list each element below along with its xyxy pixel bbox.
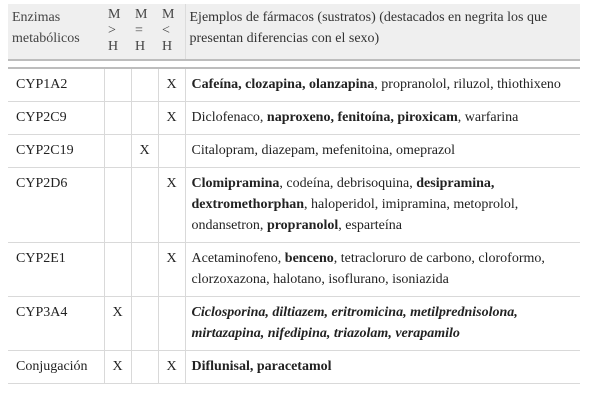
mark-cell-m-eq-h — [131, 68, 158, 102]
mark-cell-m-eq-h — [131, 351, 158, 384]
mark-cell-m-lt-h: X — [158, 168, 185, 243]
drug-name-bold: Diflunisal, paracetamol — [191, 359, 332, 374]
drug-name-bold — [192, 305, 518, 341]
header-m-gt-h-line: M — [108, 7, 121, 22]
header-m-eq-h — [131, 4, 158, 60]
header-m-lt-h-line: < — [162, 23, 170, 38]
header-m-lt-h-line: H — [162, 39, 173, 54]
table-row — [8, 168, 580, 243]
drug-name-bold: desipramina, dextromethorphan — [191, 176, 495, 212]
mark-cell-m-gt-h — [104, 243, 131, 297]
mark-cell-m-lt-h: X — [158, 351, 185, 384]
header-m-lt-h-line: M — [162, 7, 175, 22]
mark-cell-m-eq-h: X — [131, 135, 158, 168]
drug-name-text: , tetracloruro de carbono, cloroformo, clorzoxazona, halotano, isoflurano, isoniazida — [191, 251, 545, 287]
header-m-gt-h-line: H — [108, 39, 119, 54]
enzyme-cell: CYP2D6 — [8, 168, 104, 243]
mark-cell-m-gt-h: X — [104, 351, 131, 384]
drug-name-text: , esparteína — [338, 218, 402, 233]
enzyme-cell: CYP3A4 — [8, 297, 104, 351]
mark-cell-m-gt-h — [104, 168, 131, 243]
mark-cell-m-lt-h: X — [158, 68, 185, 102]
table-row — [8, 68, 580, 102]
mark-cell-m-eq-h — [131, 297, 158, 351]
examples-cell — [185, 168, 580, 243]
mark-cell-m-lt-h: X — [158, 102, 185, 135]
enzyme-cell: CYP2C9 — [8, 102, 104, 135]
drug-name-text: , propranolol, riluzol, thiothixeno — [374, 77, 561, 92]
mark-cell-m-gt-h: X — [104, 297, 131, 351]
table-row — [8, 102, 580, 135]
enzyme-cell: Conjugación — [8, 351, 104, 384]
header-ejemplos: Ejemplos de fármacos (sustratos) (destacados en negrita los que presentan diferencias con el sexo) — [185, 4, 580, 60]
examples-cell — [185, 297, 580, 351]
examples-cell — [185, 243, 580, 297]
drug-name-bold: Cafeína, clozapina, olanzapina — [191, 77, 375, 92]
drug-metabolism-table — [8, 4, 580, 384]
drug-name-text: Acetaminofeno, — [191, 251, 285, 266]
mark-cell-m-eq-h — [131, 102, 158, 135]
mark-cell-m-gt-h — [104, 135, 131, 168]
drug-name-bold: benceno — [284, 251, 334, 266]
drug-name-text: Citalopram, diazepam, mefenitoina, omeprazol — [191, 143, 456, 158]
examples-cell — [185, 135, 580, 168]
header-m-eq-h-line: = — [135, 23, 143, 38]
table-body — [8, 68, 580, 384]
table-row — [8, 351, 580, 384]
header-enzimas: Enzimas metabólicos — [8, 4, 104, 60]
enzyme-cell: CYP2C19 — [8, 135, 104, 168]
table-row — [8, 243, 580, 297]
mark-cell-m-gt-h — [104, 102, 131, 135]
mark-cell-m-eq-h — [131, 168, 158, 243]
drug-name-text: , codeína, debrisoquina, — [279, 176, 417, 191]
header-m-eq-h-line: H — [135, 39, 146, 54]
drug-name-bold: Clomipramina — [191, 176, 280, 191]
enzyme-cell: CYP1A2 — [8, 68, 104, 102]
examples-cell — [185, 102, 580, 135]
drug-name-text: , warfarina — [457, 110, 519, 125]
mark-cell-m-lt-h — [158, 135, 185, 168]
examples-cell — [185, 68, 580, 102]
table-row — [8, 135, 580, 168]
examples-cell — [185, 351, 580, 384]
header-m-eq-h-line: M — [135, 7, 148, 22]
table-row — [8, 297, 580, 351]
header-m-gt-h — [104, 4, 131, 60]
mark-cell-m-lt-h: X — [158, 243, 185, 297]
mark-cell-m-eq-h — [131, 243, 158, 297]
drug-name-text: Diclofenaco, — [191, 110, 267, 125]
drug-name-bold: propranolol — [266, 218, 339, 233]
drug-name-emphasis: Ciclosporina, diltiazem, eritromicina, metilprednisolona, mirtazapina, nifedipina, triazolam, verapamilo — [191, 305, 518, 341]
drug-name-text: , haloperidol, imipramina, metoprolol, ondansetron, — [191, 197, 519, 233]
enzyme-cell: CYP2E1 — [8, 243, 104, 297]
table-header — [8, 4, 580, 68]
mark-cell-m-gt-h — [104, 68, 131, 102]
mark-cell-m-lt-h — [158, 297, 185, 351]
drug-name-bold: naproxeno, fenitoína, piroxicam — [266, 110, 458, 125]
header-m-gt-h-line: > — [108, 23, 116, 38]
header-m-lt-h — [158, 4, 185, 60]
